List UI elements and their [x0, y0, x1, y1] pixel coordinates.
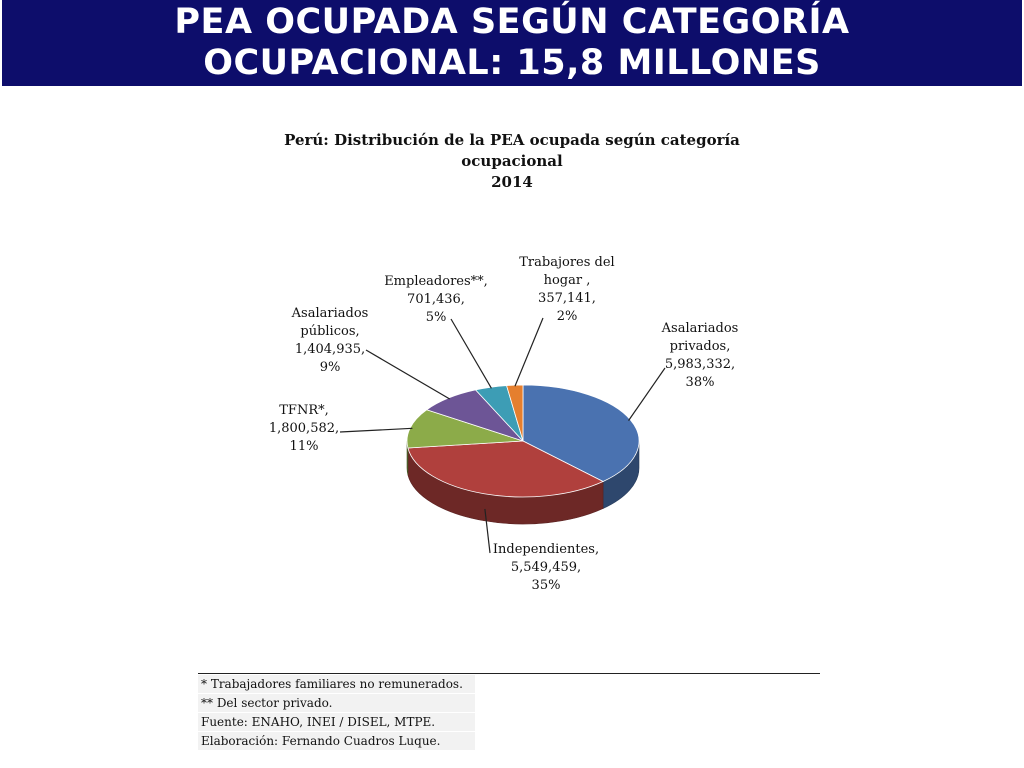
- slide-title-line-2: OCUPACIONAL: 15,8 MILLONES: [203, 43, 821, 83]
- data-label-1-line-0: Independientes,: [492, 542, 600, 557]
- data-label-5-line-3: 2%: [556, 309, 578, 324]
- data-label-3-line-2: 1,404,935,: [294, 342, 366, 357]
- data-label-2-line-0: TFNR*,: [279, 403, 329, 418]
- slide-title-line-1: PEA OCUPADA SEGÚN CATEGORÍA: [174, 2, 850, 42]
- data-label-0-line-1: privados,: [669, 339, 731, 354]
- data-label-4-line-1: 701,436,: [407, 292, 465, 307]
- data-label-3-line-1: públicos,: [300, 324, 360, 339]
- data-label-3-line-0: Asalariados: [291, 306, 369, 321]
- data-label-0-line-0: Asalariados: [661, 321, 739, 336]
- leader-line-4: [451, 319, 491, 388]
- footnotes: [198, 673, 820, 750]
- chart-title: Perú: Distribución de la PEA ocupada según categoría ocupacional: [284, 131, 740, 170]
- data-label-1: [493, 542, 599, 593]
- leader-line-2: [340, 428, 412, 432]
- leader-line-0: [629, 368, 665, 421]
- data-label-3: [291, 306, 369, 375]
- data-label-5: [519, 255, 614, 324]
- data-label-1-line-2: 35%: [531, 578, 561, 593]
- data-label-5-line-2: 357,141,: [538, 291, 596, 306]
- data-label-0-line-3: 38%: [685, 375, 715, 390]
- footnote-private-sector: ** Del sector privado.: [198, 694, 475, 712]
- data-label-4-line-0: Empleadores**,: [384, 274, 488, 289]
- data-label-2-line-2: 11%: [289, 439, 319, 454]
- footnote-tfnr: * Trabajadores familiares no remunerados.: [198, 675, 475, 693]
- footnote-author: Elaboración: Fernando Cuadros Luque.: [198, 732, 475, 750]
- data-label-0: [661, 321, 739, 390]
- data-label-4-line-2: 5%: [425, 310, 447, 325]
- footnote-source: Fuente: ENAHO, INEI / DISEL, MTPE.: [198, 713, 475, 731]
- data-label-5-line-0: Trabajores del: [519, 255, 615, 270]
- chart-subtitle: 2014: [491, 173, 533, 191]
- data-label-0-line-2: 5,983,332,: [664, 357, 736, 372]
- data-label-3-line-3: 9%: [319, 360, 341, 375]
- data-label-5-line-1: hogar ,: [543, 273, 591, 288]
- data-label-4: [384, 274, 488, 325]
- leader-line-3: [366, 350, 450, 399]
- leader-line-5: [515, 318, 543, 386]
- data-label-2-line-1: 1,800,582,: [268, 421, 340, 436]
- data-label-2: [269, 403, 339, 454]
- data-label-1-line-1: 5,549,459,: [510, 560, 582, 575]
